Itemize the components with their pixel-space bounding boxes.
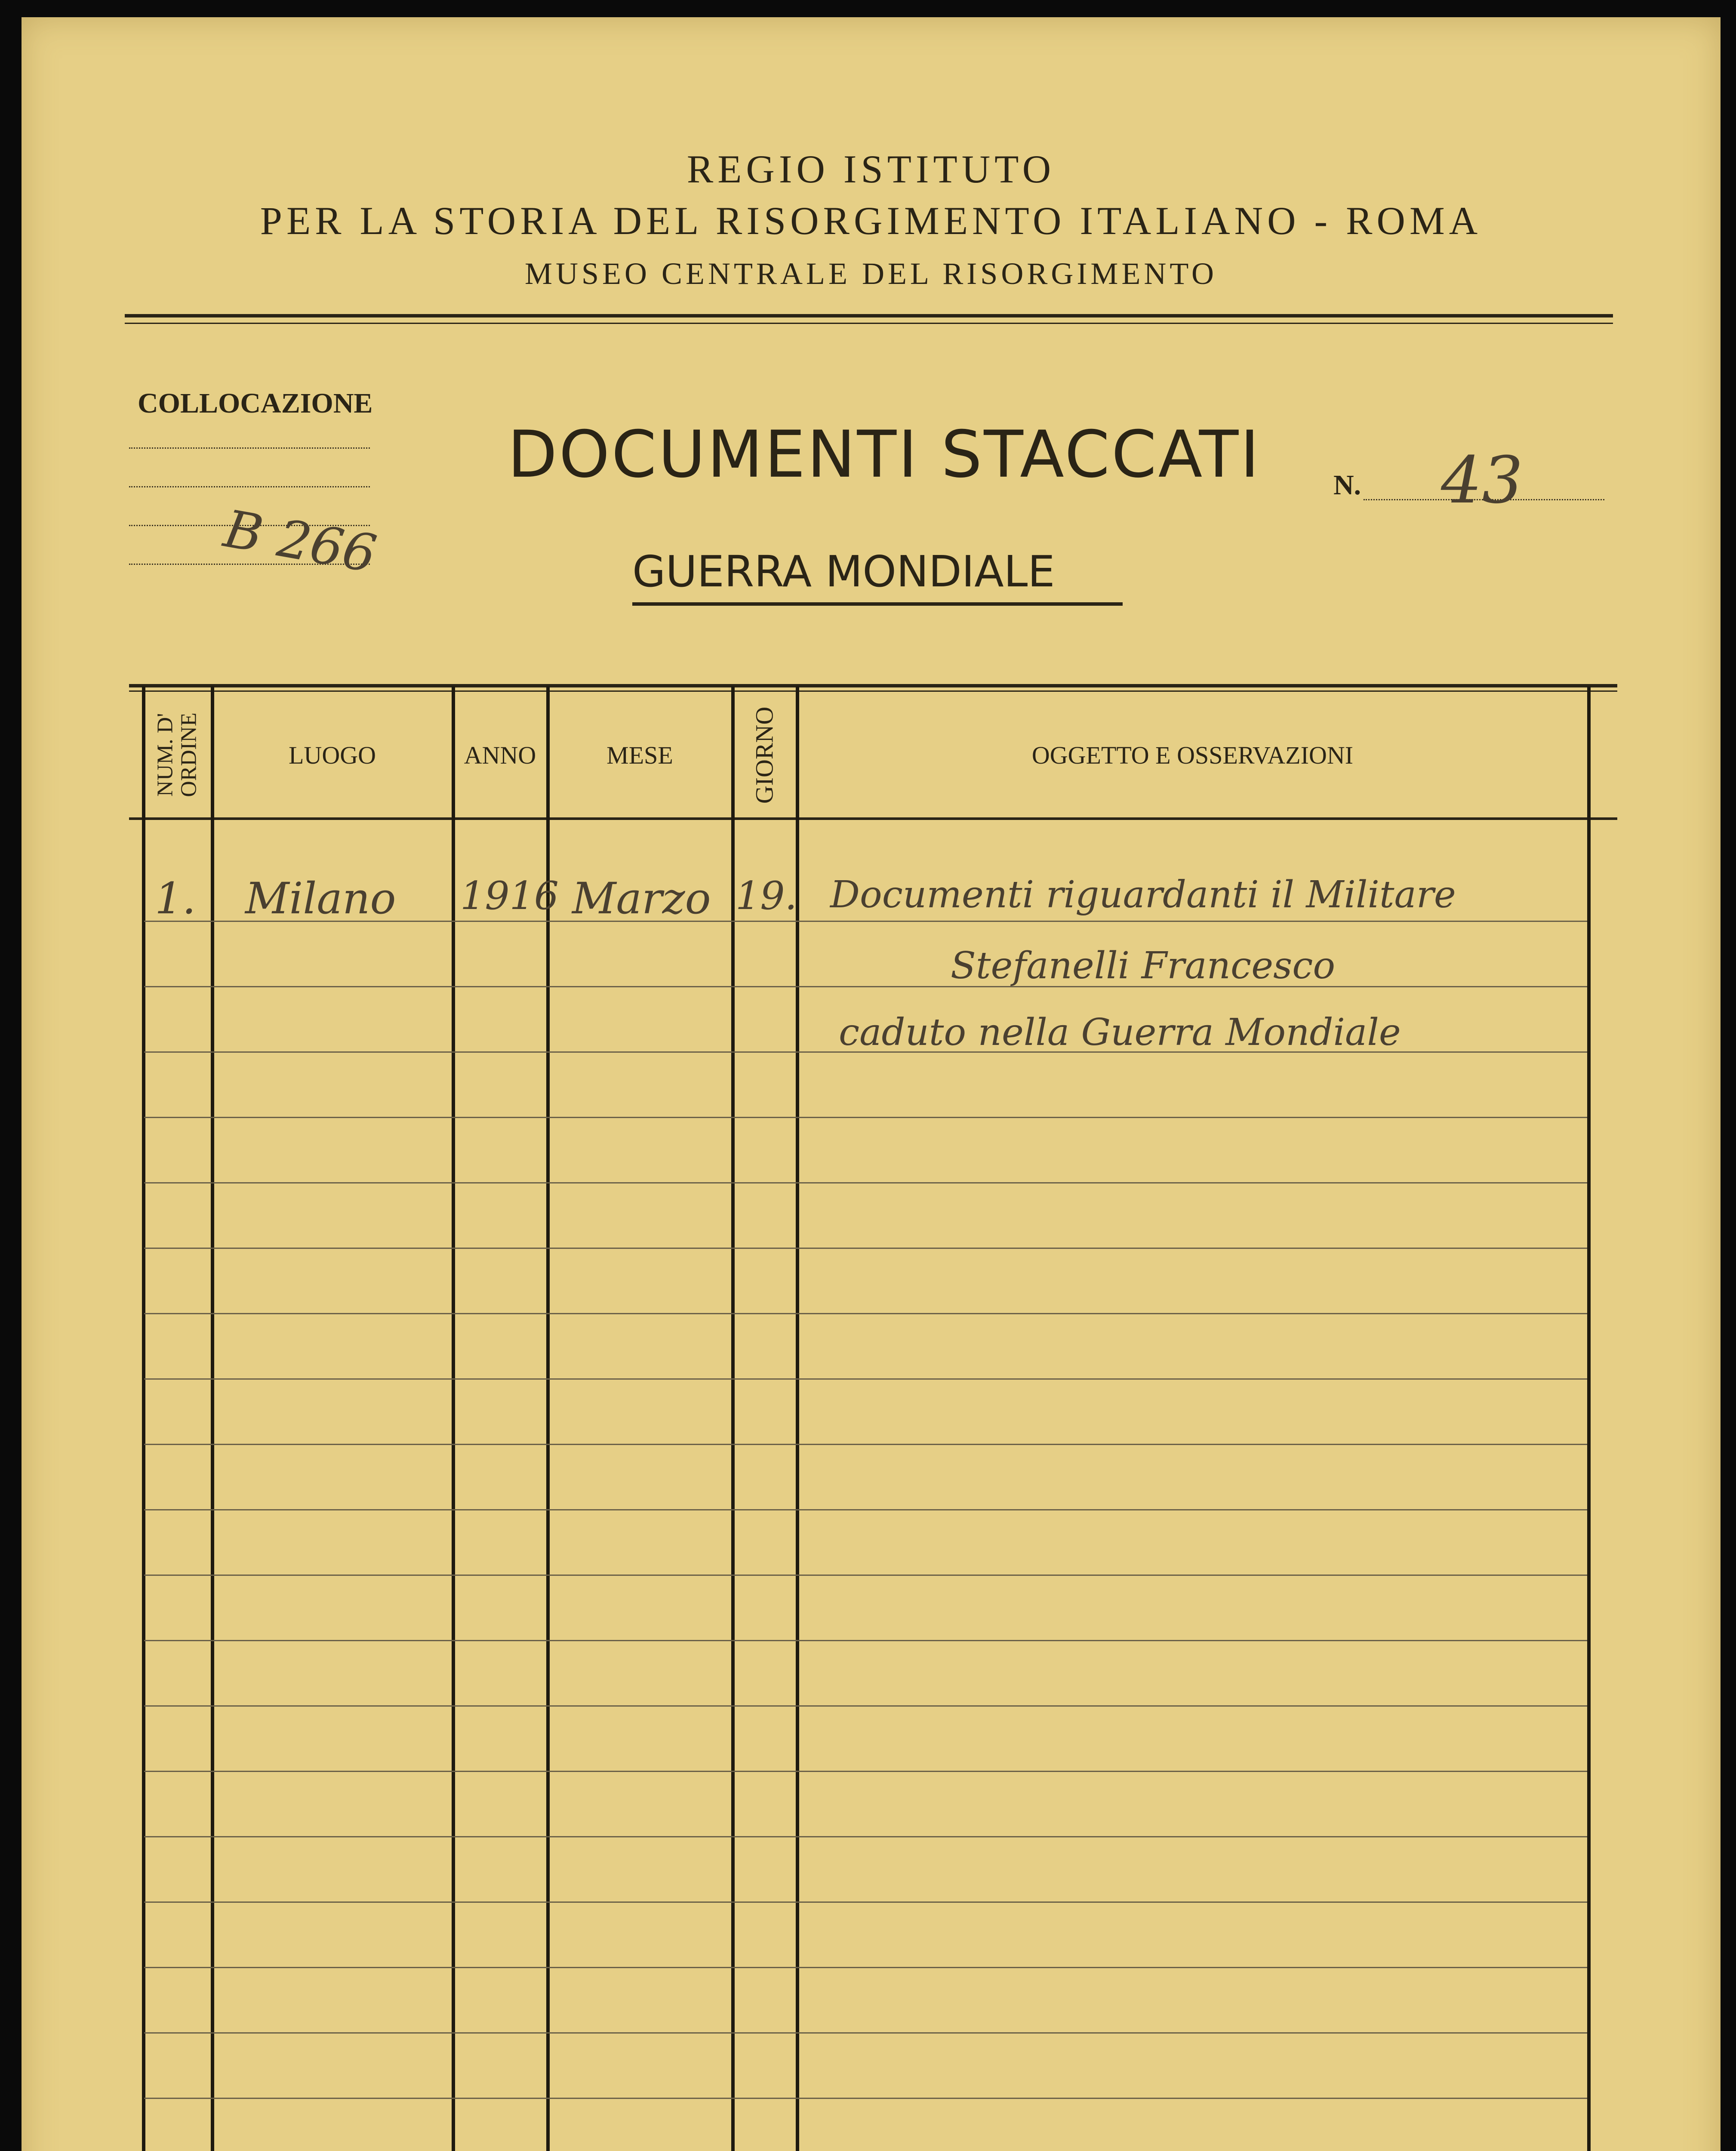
ruled-line: [144, 1705, 1587, 1707]
ruled-line: [144, 1509, 1587, 1510]
entry-giorno: 19.: [736, 873, 797, 918]
collocazione-label: COLLOCAZIONE: [138, 388, 373, 419]
entry-mese: Marzo: [572, 873, 711, 924]
ruled-line: [144, 1117, 1587, 1118]
ruled-line: [144, 1182, 1587, 1183]
entry-oggetto-line3: caduto nella Guerra Mondiale: [839, 1011, 1401, 1054]
ruled-line: [144, 1901, 1587, 1903]
ruled-line: [144, 1836, 1587, 1837]
ruled-line: [144, 2032, 1587, 2034]
col-header-giorno: [733, 693, 796, 817]
column-divider: [211, 686, 214, 2151]
ruled-line: [144, 1248, 1587, 1249]
page-title: DOCUMENTI STACCATI: [508, 417, 1261, 492]
col-header-oggetto: OGGETTO E OSSERVAZIONI: [1031, 741, 1354, 769]
column-divider: [731, 686, 735, 2151]
museum-name: MUSEO CENTRALE DEL RISORGIMENTO: [525, 256, 1217, 291]
column-divider: [452, 686, 455, 2151]
table-header-divider: [129, 817, 1617, 820]
ruled-line: [144, 1444, 1587, 1445]
number-value: 43: [1441, 443, 1523, 518]
entry-oggetto-line1: Documenti riguardanti il Militare: [830, 873, 1456, 916]
ruled-line: [144, 1378, 1587, 1380]
ruled-line: [144, 1771, 1587, 1772]
col-header-anno: ANNO: [464, 741, 536, 769]
col-header-num-ordine: [144, 693, 211, 817]
number-label: N.: [1333, 469, 1361, 501]
ruled-line: [144, 1967, 1587, 1968]
register-table: [22, 17, 1721, 2151]
ruled-line: [144, 986, 1587, 987]
ruled-line: [144, 2098, 1587, 2099]
column-divider: [1587, 686, 1591, 2151]
ruled-line: [144, 1575, 1587, 1576]
collocazione-handwritten: B 266: [219, 499, 381, 585]
entry-num: 1.: [155, 873, 196, 924]
institute-subtitle: PER LA STORIA DEL RISORGIMENTO ITALIANO - ROMA: [260, 199, 1482, 243]
table-top-border: [129, 684, 1617, 687]
col-header-mese: MESE: [606, 741, 673, 769]
entry-anno: 1916: [460, 873, 559, 918]
entry-luogo: Milano: [245, 873, 396, 924]
col-header-luogo: LUOGO: [289, 741, 376, 769]
institute-name: REGIO ISTITUTO: [686, 147, 1056, 191]
ruled-line: [144, 1313, 1587, 1314]
column-divider: [142, 686, 145, 2151]
ruled-line: [144, 1640, 1587, 1641]
entry-oggetto-line2: Stefanelli Francesco: [951, 944, 1336, 987]
document-sheet: [22, 17, 1721, 2151]
col-header-giorno-text: GIORNO: [750, 706, 779, 804]
col-header-num-ordine-text: NUM. D' ORDINE: [153, 712, 201, 798]
page-subtitle: GUERRA MONDIALE: [632, 546, 1055, 597]
table-top-border-inner: [129, 690, 1617, 692]
